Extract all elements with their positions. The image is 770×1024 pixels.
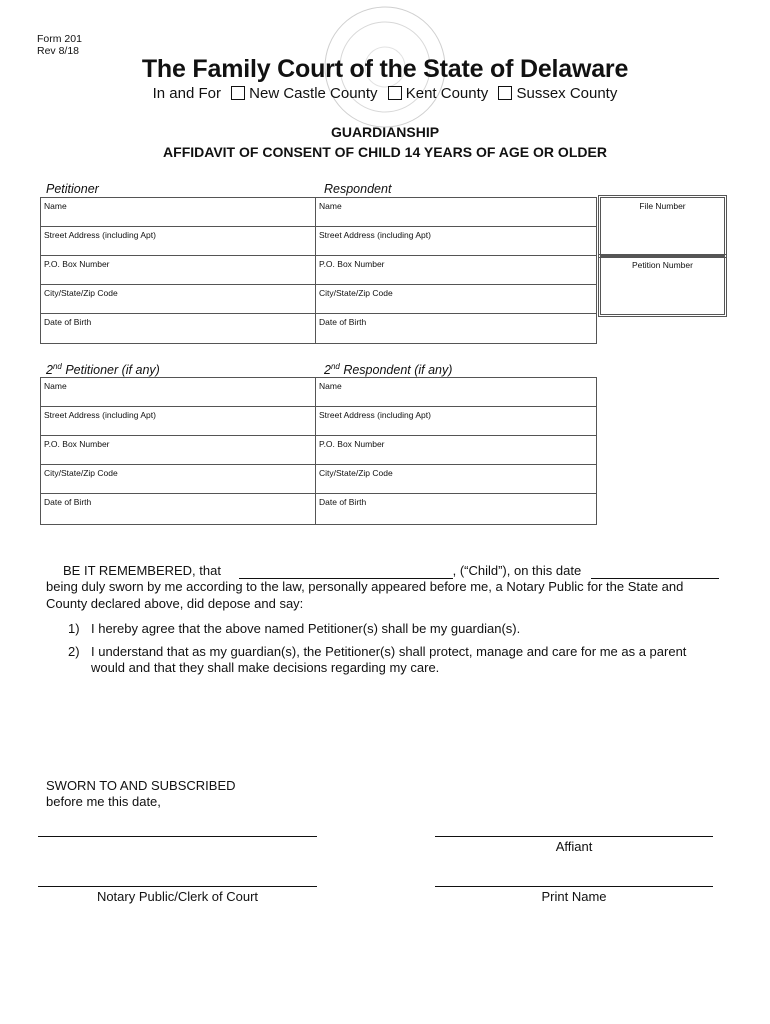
respondent-fields: [315, 197, 597, 344]
affiant-label: Affiant: [555, 839, 593, 854]
form-revision: Rev 8/18: [37, 45, 80, 57]
second-respondent-street-field[interactable]: Street Address (including Apt): [316, 407, 596, 436]
sworn-statement-line: being duly sworn by me according to the law, personally appeared before me, a Notary Public for the State and: [46, 579, 684, 594]
petition-number-label: Petition Number: [632, 260, 693, 270]
print-name-label: Print Name: [541, 889, 607, 904]
file-number-label: File Number: [639, 201, 686, 211]
second-petitioner-city-field[interactable]: City/State/Zip Code: [41, 465, 315, 494]
checkbox-kent[interactable]: [388, 86, 402, 100]
form-number: Form 201: [37, 33, 82, 45]
form-subtitle: GUARDIANSHIP: [330, 124, 440, 140]
checkbox-sussex[interactable]: [498, 86, 512, 100]
petitioner-name-field[interactable]: Name: [41, 198, 315, 227]
second-respondent-dob-field[interactable]: Date of Birth: [319, 497, 367, 507]
checkbox-new-castle[interactable]: [231, 86, 245, 100]
second-petitioner-label: 2nd Petitioner (if any): [46, 362, 160, 378]
petitioner-street-field[interactable]: Street Address (including Apt): [41, 227, 315, 256]
second-respondent-city-field[interactable]: City/State/Zip Code: [316, 465, 596, 494]
second-petitioner-street-field[interactable]: Street Address (including Apt): [41, 407, 315, 436]
remembered-line: BE IT REMEMBERED, that , (“Child”), on this date: [63, 562, 719, 579]
respondent-street-field[interactable]: Street Address (including Apt): [316, 227, 596, 256]
second-petitioner-name-field[interactable]: Name: [41, 378, 315, 407]
petitioner-city-field[interactable]: City/State/Zip Code: [41, 285, 315, 314]
page-title: The Family Court of the State of Delaware: [141, 55, 629, 83]
petitioner-dob-field[interactable]: Date of Birth: [44, 317, 92, 327]
form-heading: AFFIDAVIT OF CONSENT OF CHILD 14 YEARS OF AGE OR OLDER: [163, 144, 607, 160]
item-1-number: 1): [68, 621, 80, 636]
county-selector: [0, 85, 770, 102]
second-respondent-pobox-field[interactable]: P.O. Box Number: [316, 436, 596, 465]
county-label-kent: Kent County: [405, 85, 489, 102]
respondent-label: Respondent: [324, 182, 392, 196]
notary-signature-line[interactable]: [38, 836, 317, 837]
petitioner-pobox-field[interactable]: P.O. Box Number: [41, 256, 315, 285]
affiant-signature-line[interactable]: [435, 836, 713, 837]
second-petitioner-fields: [40, 377, 316, 525]
respondent-pobox-field[interactable]: P.O. Box Number: [316, 256, 596, 285]
item-2-text: I understand that as my guardian(s), the Petitioner(s) shall protect, manage and care for me as a parent: [91, 644, 687, 659]
petitioner-label: Petitioner: [46, 182, 99, 196]
respondent-city-field[interactable]: City/State/Zip Code: [316, 285, 596, 314]
child-name-blank[interactable]: [239, 565, 453, 579]
file-number-box[interactable]: [600, 197, 725, 256]
notary-name-line[interactable]: [38, 886, 317, 887]
county-label-sussex: Sussex County: [516, 85, 618, 102]
sworn-subheading: before me this date,: [46, 794, 161, 809]
item-2-number: 2): [68, 644, 80, 659]
notary-label: Notary Public/Clerk of Court: [96, 889, 259, 904]
respondent-name-field[interactable]: Name: [316, 198, 596, 227]
second-petitioner-dob-field[interactable]: Date of Birth: [44, 497, 92, 507]
county-label-new-castle: New Castle County: [249, 85, 378, 102]
in-and-for-label: In and For: [152, 85, 221, 102]
date-blank[interactable]: [591, 565, 719, 579]
second-petitioner-pobox-field[interactable]: P.O. Box Number: [41, 436, 315, 465]
item-2-text-cont: would and that they shall make decisions regarding my care.: [91, 660, 440, 675]
respondent-dob-field[interactable]: Date of Birth: [319, 317, 367, 327]
print-name-line[interactable]: [435, 886, 713, 887]
county-declared-line: County declared above, did depose and say:: [46, 596, 304, 611]
petition-number-box[interactable]: [600, 256, 725, 315]
second-respondent-label: 2nd Respondent (if any): [324, 362, 453, 378]
second-respondent-name-field[interactable]: Name: [316, 378, 596, 407]
petitioner-fields: [40, 197, 316, 344]
second-respondent-fields: [315, 377, 597, 525]
sworn-heading: SWORN TO AND SUBSCRIBED: [46, 778, 236, 793]
form-number-block: [37, 33, 82, 57]
item-1-text: I hereby agree that the above named Petitioner(s) shall be my guardian(s).: [91, 621, 521, 636]
